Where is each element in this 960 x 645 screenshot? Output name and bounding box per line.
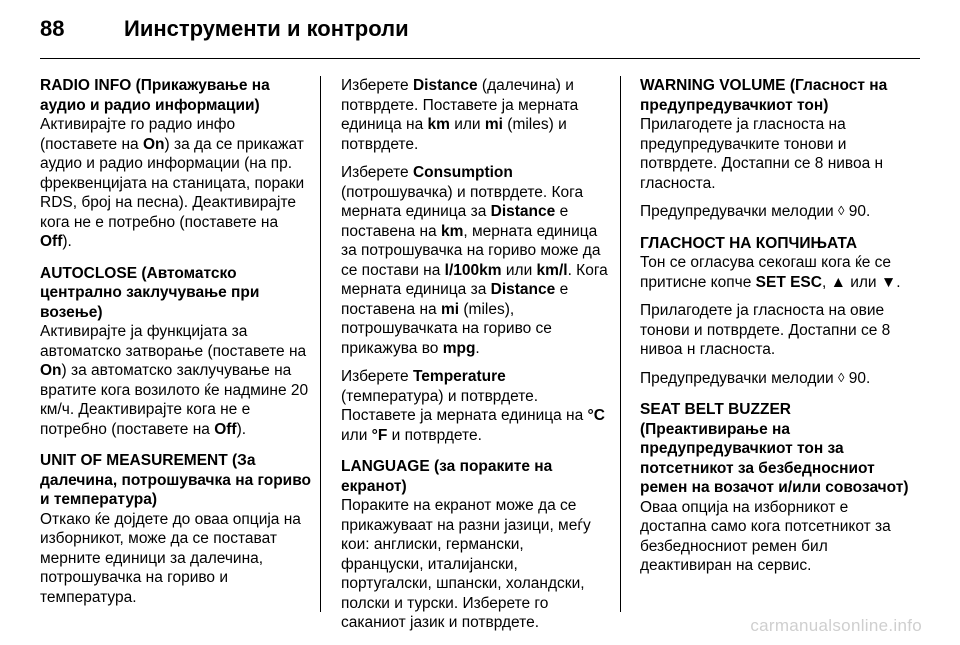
autoclose-text: Активирајте ја функцијата за автоматско затворање (поставете на On) за автоматско заклучување на вратите кога возилото ќе надмине 20 км/ч. Деактивирајте кога не е потребно (поставете на Off). [40, 323, 309, 438]
language-text: Пораките на екранот може да се прикажуваат на разни јазици, меѓу кои: англиски, германски, француски, италијански, португалски, шпански, холандски, полски и турски. Изберете го саканиот јазик и потврдете. [341, 497, 591, 631]
page-reference-icon: ◊ [838, 369, 845, 385]
warning-volume-ref: Предупредувачки мелодии ◊ 90. [640, 203, 871, 220]
radio-info-text: Активирајте го радио инфо (поставете на On) за да се прикажат аудио и радио информации (на пр. фреквенцијата на станицата, пораки RDS, број на песна). Деактивирајте кога не е потребно (поставете на Off). [40, 116, 305, 250]
section-button-volume [640, 234, 910, 389]
seat-belt-text: Оваа опција на изборникот е достапна само кога потсетникот за безбедносниот ремен бил деактивиран на сервис. [640, 498, 891, 574]
warning-volume-text: Прилагодете ја гласноста на предупредувачките тонови и потврдете. Достапни се 8 нивоа н гласноста. [640, 116, 884, 192]
seat-belt-heading: SEAT BELT BUZZER (Преактивирање на предупредувачкиот тон за потсетникот за безбедносниот ремен на возачот и/или совозачот) [640, 401, 909, 496]
unit-heading: UNIT OF MEASUREMENT (За далечина, потрошувачка на гориво и температура) [40, 452, 312, 508]
unit-text: Откако ќе дојдете до оваа опција на изборникот, може да се постават мерните единици за далечина, потрошувачка на гориво и температура. [40, 510, 301, 606]
column-2 [341, 76, 609, 645]
autoclose-heading: AUTOCLOSE (Автоматско централно заклучување при возење) [40, 264, 260, 321]
page-number: 88 [40, 16, 65, 41]
page-reference-icon: ◊ [838, 203, 845, 218]
section-radio-info [40, 76, 312, 252]
consumption-text: Изберете Consumption (потрошувачка) и потврдете. Кога мерната единица за Distance е поставена на km, мерната единица за потрошувачка на гориво може да се постави на l/100km или km/l. Кога мерната единица за Distance е поставена на mi (miles), потрошувачката на гориво се прикажува во mpg. [341, 164, 608, 357]
column-divider-2 [620, 76, 621, 612]
button-volume-ref: Предупредувачки мелодии ◊ 90. [640, 369, 871, 387]
header-divider [40, 58, 920, 59]
watermark: carmanualsonline.info [750, 616, 922, 635]
section-language [341, 457, 609, 633]
button-volume-text: Тон се огласува секогаш кога ќе се притисне копче SET ESC, ▲ или ▼. [640, 254, 901, 291]
section-unit-of-measurement [40, 451, 312, 607]
radio-info-heading: RADIO INFO (Прикажување на аудио и радио информации) [40, 77, 270, 114]
section-warning-volume [640, 76, 910, 222]
section-seat-belt-buzzer [640, 400, 910, 576]
temperature-text: Изберете Temperature (температура) и потврдете. Поставете ја мерната единица на °C или °F и потврдете. [341, 368, 605, 444]
column-divider-1 [320, 76, 321, 612]
button-volume-text-2: Прилагодете ја гласноста на овие тонови и потврдете. Достапни се 8 нивоа н гласноста. [640, 302, 891, 358]
column-1 [40, 76, 312, 619]
page-header [40, 16, 409, 44]
warning-volume-heading: WARNING VOLUME (Гласност на предупредувачкиот тон) [640, 77, 888, 114]
button-volume-heading: ГЛАСНОСТ НА КОПЧИЊАТА [640, 234, 858, 252]
language-heading: LANGUAGE (за пораките на екранот) [341, 458, 553, 495]
page-title: Иинструменти и контроли [124, 16, 409, 41]
section-autoclose [40, 264, 312, 440]
column-3 [640, 76, 910, 588]
distance-text: Изберете Distance (далечина) и потврдете. Поставете ја мерната единица на km или mi (miles) и потврдете. [341, 77, 579, 153]
